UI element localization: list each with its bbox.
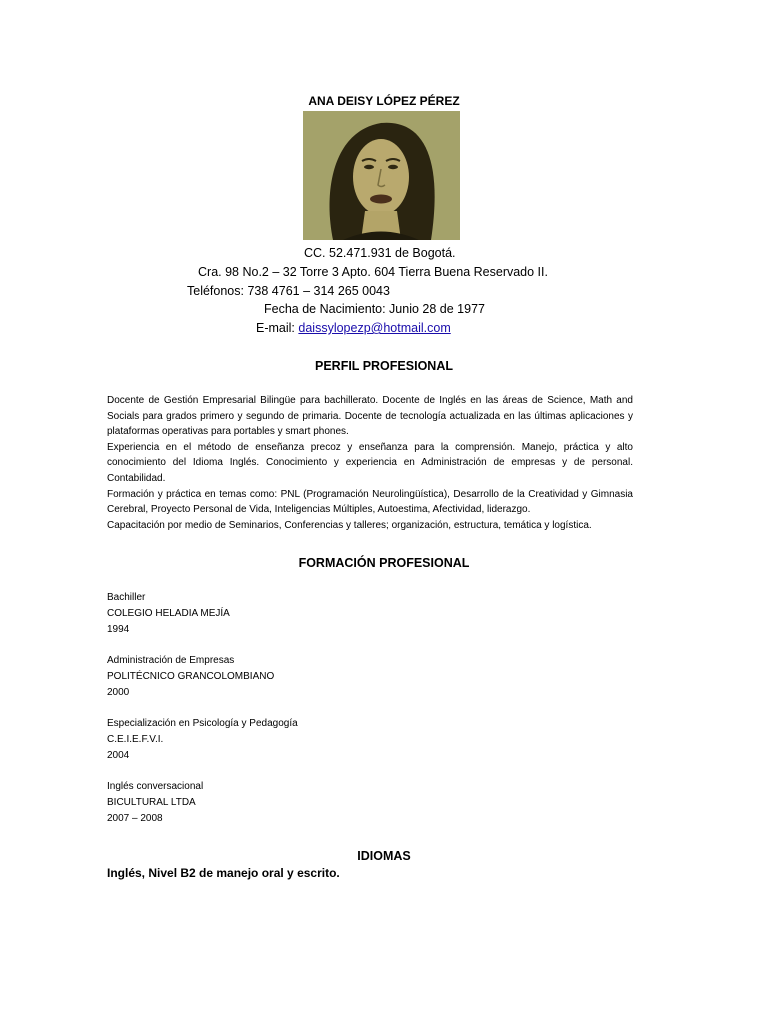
education-title: Inglés conversacional (107, 781, 204, 792)
email-link[interactable]: daissylopezp@hotmail.com (298, 321, 451, 335)
profile-photo (303, 111, 460, 240)
id-number: CC. 52.471.931 de Bogotá. (304, 246, 456, 260)
address: Cra. 98 No.2 – 32 Torre 3 Apto. 604 Tierra Buena Reservado II. (198, 265, 548, 279)
idiomas-heading: IDIOMAS (357, 849, 411, 863)
resume-name: ANA DEISY LÓPEZ PÉREZ (308, 94, 460, 108)
perfil-paragraph: Experiencia en el método de enseñanza precoz y enseñanza para la comprensión. Manejo, práctica y alto conocimiento del Idioma Inglés. Conocimiento y experiencia en Administración de empresas y de personal. Contabilidad. (107, 441, 633, 484)
education-item (107, 590, 230, 638)
education-institution: COLEGIO HELADIA MEJÍA (107, 608, 230, 619)
education-year: 2000 (107, 687, 130, 698)
education-item (107, 653, 274, 701)
phones: Teléfonos: 738 4761 – 314 265 0043 (187, 284, 390, 298)
perfil-paragraph: Capacitación por medio de Seminarios, Conferencias y talleres; organización, estructura, temática y logística. (107, 519, 592, 531)
education-year: 2004 (107, 750, 130, 761)
idiomas-text: Inglés, Nivel B2 de manejo oral y escrito. (107, 866, 340, 880)
education-item (107, 779, 203, 827)
education-item (107, 716, 298, 764)
education-title: Administración de Empresas (107, 655, 235, 666)
education-institution: C.E.I.E.F.V.I. (107, 734, 164, 745)
education-title: Especialización en Psicología y Pedagogía (107, 718, 298, 729)
portrait-image (303, 111, 460, 240)
perfil-heading: PERFIL PROFESIONAL (315, 359, 453, 373)
email-label: E-mail: (256, 321, 295, 335)
education-year: 2007 – 2008 (107, 813, 163, 824)
perfil-text (107, 393, 633, 533)
education-title: Bachiller (107, 592, 146, 603)
education-institution: BICULTURAL LTDA (107, 797, 196, 808)
perfil-paragraph: Docente de Gestión Empresarial Bilingüe para bachillerato. Docente de Inglés en las áreas de Science, Math and Socials para grados primero y segundo de primaria. Docente de tecnología actualizada en las últimas aplicaciones y plataformas operativas para portables y smart phones. (107, 395, 633, 438)
birth-date: Fecha de Nacimiento: Junio 28 de 1977 (264, 302, 485, 316)
email-line (256, 321, 451, 335)
formacion-heading: FORMACIÓN PROFESIONAL (298, 556, 470, 570)
education-institution: POLITÉCNICO GRANCOLOMBIANO (107, 671, 275, 682)
perfil-paragraph: Formación y práctica en temas como: PNL (Programación Neurolingüística), Desarrollo de la Creatividad y Gimnasia Cerebral, Proyecto Personal de Vida, Inteligencias Múltiples, Autoestima, Afectividad, liderazgo. (107, 488, 633, 516)
education-year: 1994 (107, 624, 130, 635)
